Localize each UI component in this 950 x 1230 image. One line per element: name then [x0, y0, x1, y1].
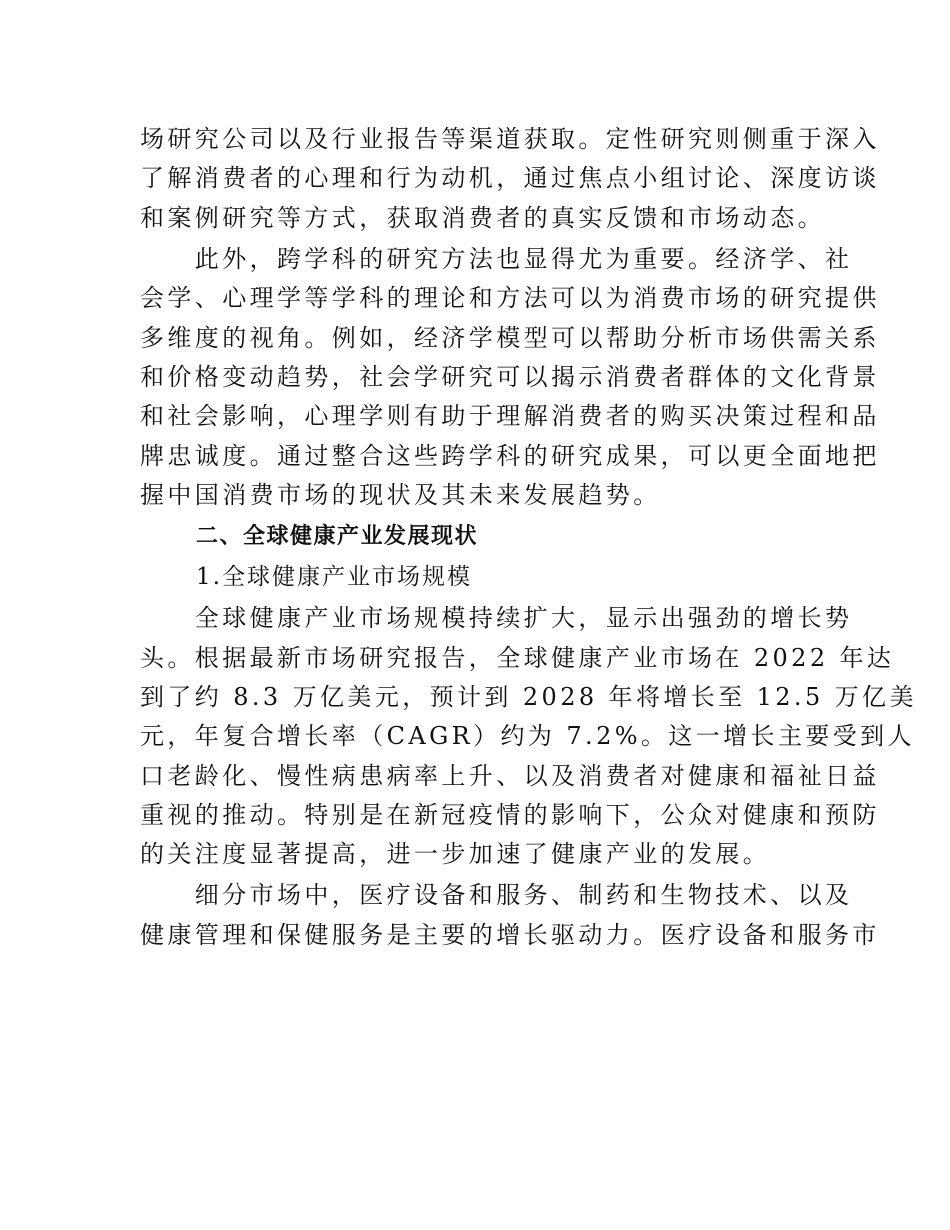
text-line: 此外，跨学科的研究方法也显得尤为重要。经济学、社: [140, 244, 853, 273]
text-line: 多维度的视角。例如，经济学模型可以帮助分析市场供需关系: [140, 323, 880, 352]
text-line: 和价格变动趋势，社会学研究可以揭示消费者群体的文化背景: [140, 362, 880, 391]
text-line: 到了约 8.3 万亿美元，预计到 2028 年将增长至 12.5 万亿美: [140, 682, 917, 711]
subsection-heading: 1.全球健康产业市场规模: [196, 564, 472, 591]
text-line: 的关注度显著提高，进一步加速了健康产业的发展。: [140, 840, 771, 869]
text-line: 全球健康产业市场规模持续扩大，显示出强劲的增长势: [140, 604, 853, 633]
paragraph-segments: [140, 878, 880, 952]
text-line: 和案例研究等方式，获取消费者的真实反馈和市场动态。: [140, 203, 825, 232]
section-heading: 二、全球健康产业发展现状: [196, 524, 479, 550]
text-line: 口老龄化、慢性病患病率上升、以及消费者对健康和福祉日益: [140, 761, 880, 790]
text-line: 会学、心理学等学科的理论和方法可以为消费市场的研究提供: [140, 284, 880, 313]
paragraph-research-methods: [140, 122, 880, 236]
text-line: 元，年复合增长率（CAGR）约为 7.2%。这一增长主要受到人: [140, 722, 915, 751]
text-line: 了解消费者的心理和行为动机，通过焦点小组讨论、深度访谈: [140, 164, 880, 193]
document-page: [140, 122, 917, 959]
paragraph-market-size: [140, 601, 917, 872]
text-line: 牌忠诚度。通过整合这些跨学科的研究成果，可以更全面地把: [140, 441, 880, 470]
text-line: 和社会影响，心理学则有助于理解消费者的购买决策过程和品: [140, 402, 880, 431]
text-line: 头。根据最新市场研究报告，全球健康产业市场在 2022 年达: [140, 643, 895, 672]
text-line: 握中国消费市场的现状及其未来发展趋势。: [140, 481, 661, 510]
text-line: 细分市场中，医疗设备和服务、制药和生物技术、以及: [140, 881, 853, 910]
text-line: 场研究公司以及行业报告等渠道获取。定性研究则侧重于深入: [140, 125, 880, 153]
paragraph-interdisciplinary: [140, 242, 880, 513]
text-line: 重视的推动。特别是在新冠疫情的影响下，公众对健康和预防: [140, 801, 880, 830]
text-line: 健康管理和保健服务是主要的增长驱动力。医疗设备和服务市: [140, 920, 880, 949]
